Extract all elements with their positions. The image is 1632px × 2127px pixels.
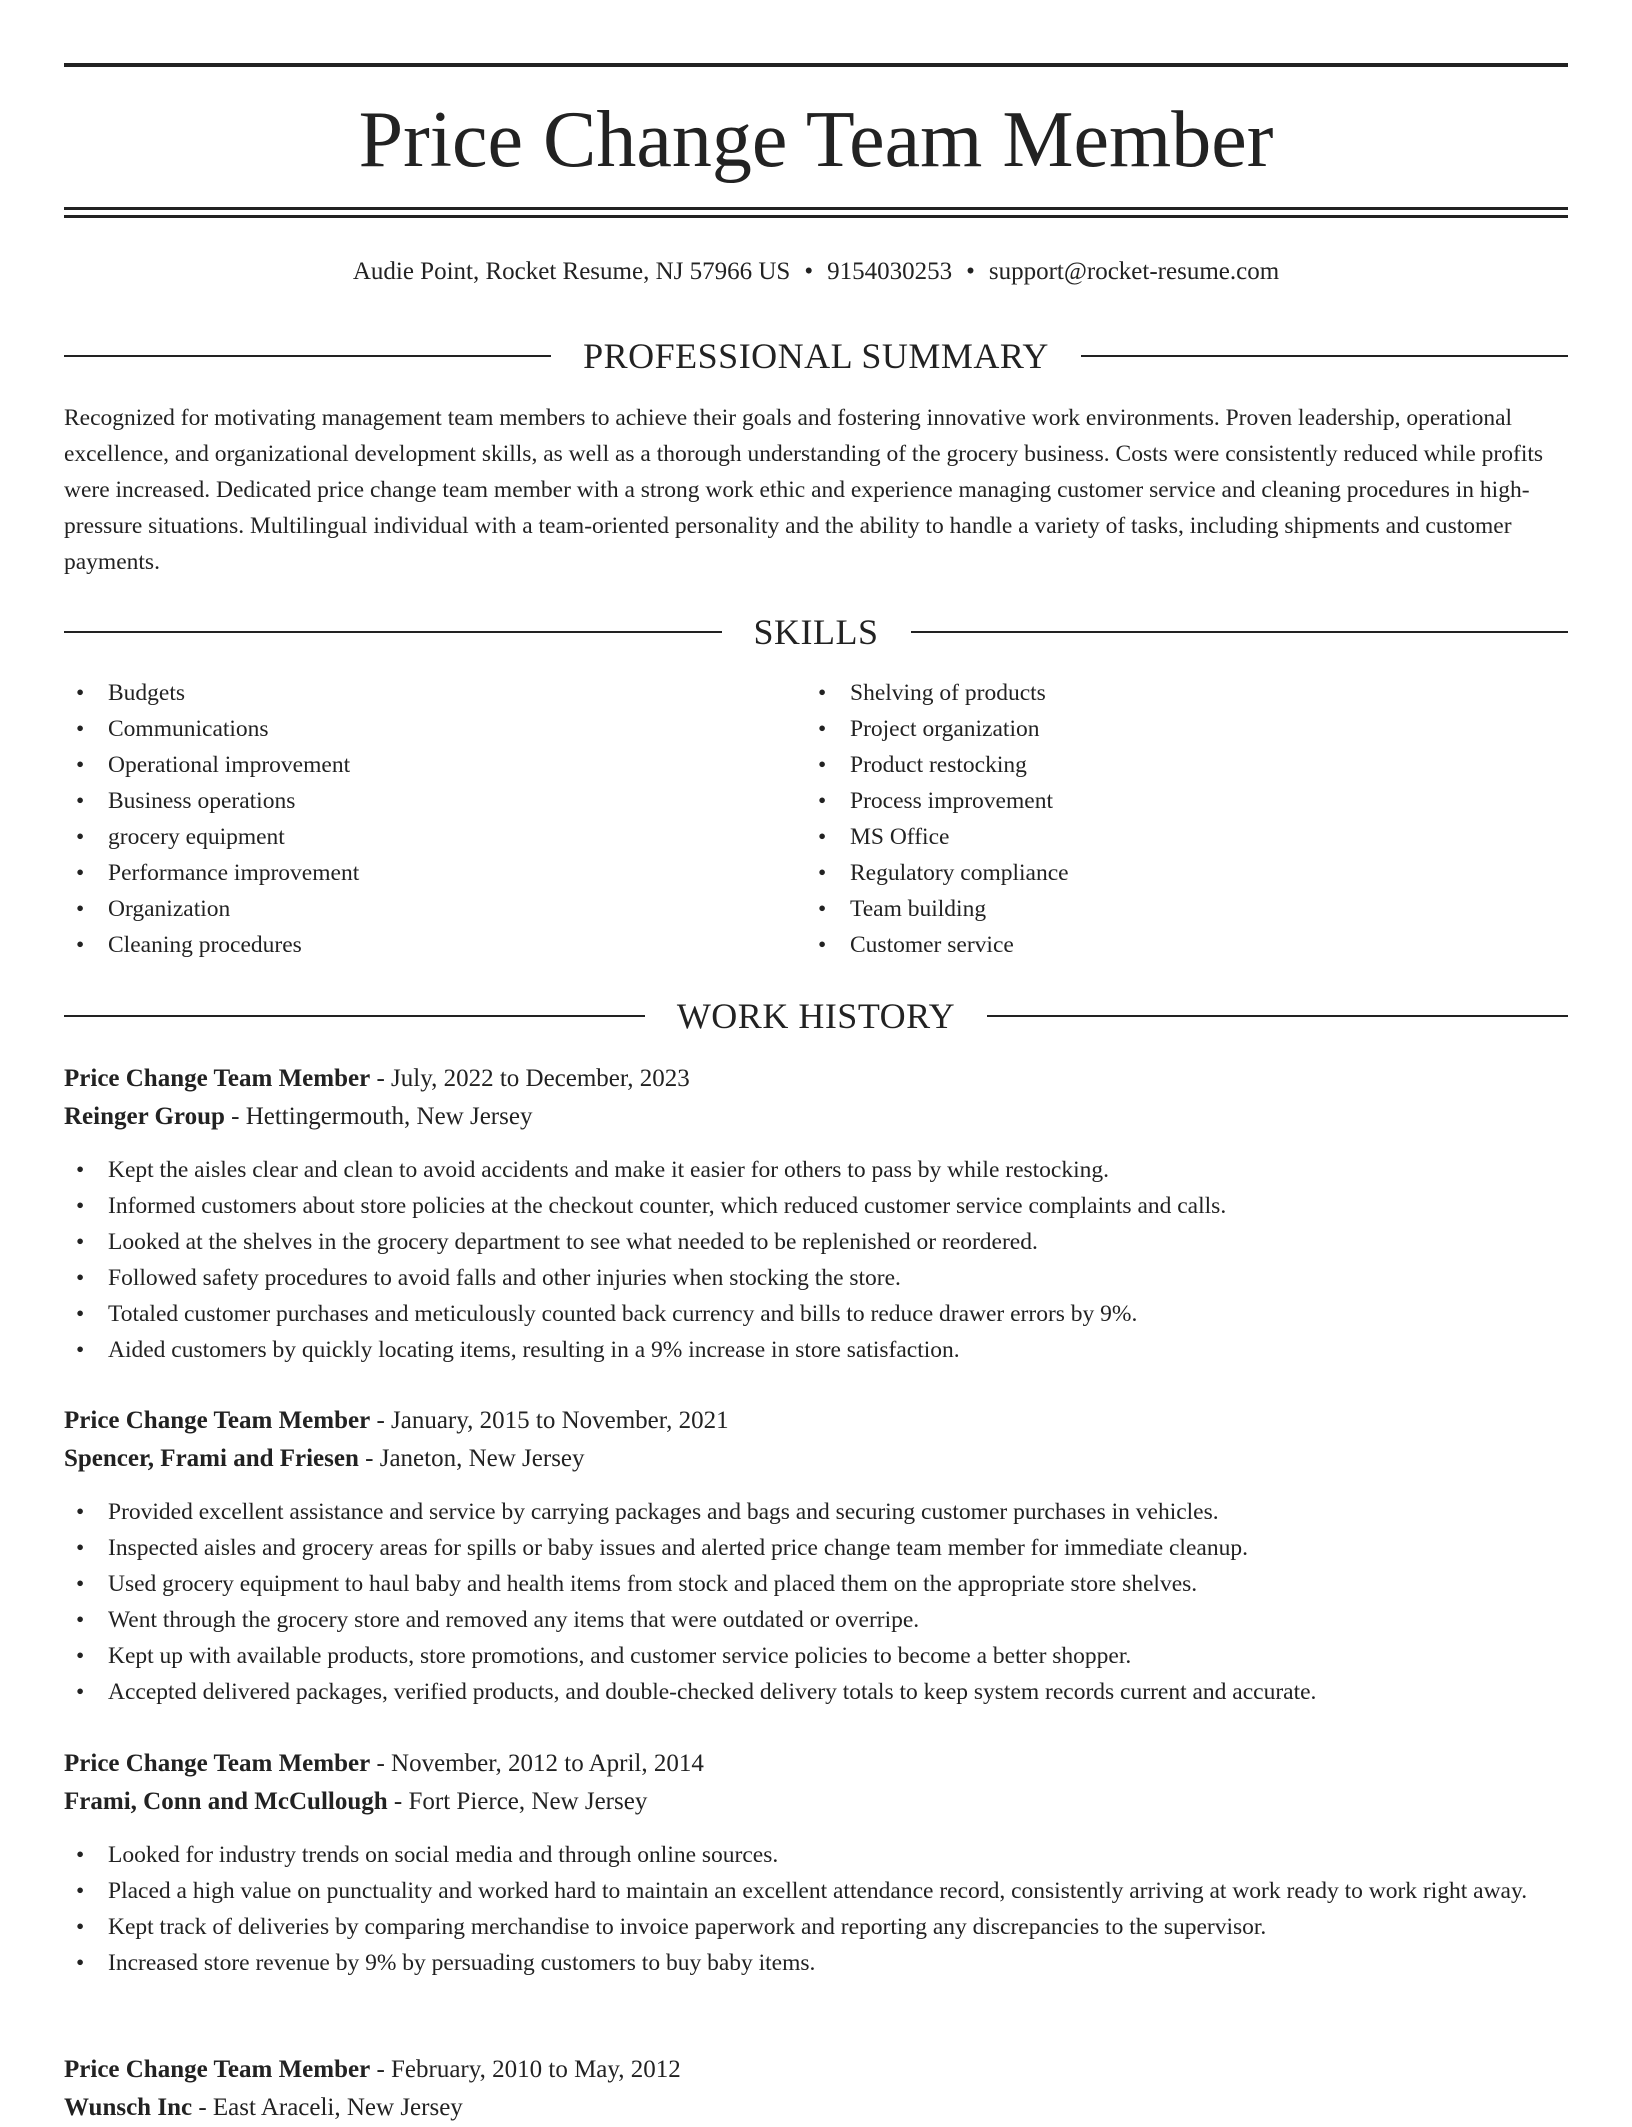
job-company: Spencer, Frami and Friesen (64, 1445, 359, 1472)
divider (1081, 355, 1568, 357)
job-dates: - February, 2010 to May, 2012 (370, 2056, 681, 2083)
job-company-line (64, 1783, 1568, 1821)
skill-item: • Communications (64, 711, 764, 747)
job-entry (64, 1745, 1568, 1981)
job-company: Frami, Conn and McCullough (64, 1788, 388, 1815)
job-bullet: • Accepted delivered packages, verified products, and double-checked delivery totals to keep system records current and accurate. (64, 1674, 1568, 1710)
job-dates: - July, 2022 to December, 2023 (370, 1065, 690, 1092)
contact-address: Audie Point, Rocket Resume, NJ 57966 US (352, 258, 791, 285)
skill-item: • Business operations (64, 783, 764, 819)
skill-item: • Process improvement (806, 783, 1506, 819)
skill-item: • Cleaning procedures (64, 927, 764, 963)
job-bullet: • Placed a high value on punctuality and worked hard to maintain an excellent attendance record, consistently arriving at work ready to work right away. (64, 1873, 1568, 1909)
contact-separator: • (804, 258, 814, 285)
job-dates: - January, 2015 to November, 2021 (370, 1407, 729, 1434)
skills-section-header (64, 610, 1568, 654)
job-bullets (64, 1152, 1568, 1368)
top-rule (64, 63, 1568, 67)
job-bullet: • Kept track of deliveries by comparing merchandise to invoice paperwork and reporting any discrepancies to the supervisor. (64, 1909, 1568, 1945)
job-bullet: • Looked at the shelves in the grocery department to see what needed to be replenished or reordered. (64, 1224, 1568, 1260)
divider (64, 355, 551, 357)
divider (987, 1015, 1568, 1017)
work-history-heading: WORK HISTORY (676, 996, 956, 1036)
job-title-line (64, 1402, 1568, 1440)
page-title: Price Change Team Member (358, 96, 1274, 184)
contact-separator: • (966, 258, 975, 285)
contact-email[interactable]: support@rocket-resume.com (988, 258, 1280, 285)
summary-section-header (64, 334, 1568, 378)
skills-list-right (806, 675, 1506, 963)
job-bullet: • Aided customers by quickly locating items, resulting in a 9% increase in store satisfaction. (64, 1332, 1568, 1368)
divider (64, 1015, 645, 1017)
skill-item: • Operational improvement (64, 747, 764, 783)
divider (911, 631, 1569, 633)
skill-item: • Regulatory compliance (806, 855, 1506, 891)
skill-item: • Team building (806, 891, 1506, 927)
job-company-line (64, 1098, 1568, 1136)
job-title-line (64, 1060, 1568, 1098)
job-title-line (64, 1745, 1568, 1783)
job-title: Price Change Team Member (64, 2056, 371, 2083)
job-company-line (64, 1440, 1568, 1478)
job-company: Reinger Group (64, 1103, 225, 1130)
work-history-section-header (64, 994, 1568, 1038)
job-title: Price Change Team Member (64, 1407, 371, 1434)
job-title-line (64, 2051, 1568, 2089)
job-location: - East Araceli, New Jersey (192, 2094, 463, 2121)
job-bullet: • Looked for industry trends on social media and through online sources. (64, 1837, 1568, 1873)
job-entry (64, 1402, 1568, 1710)
job-bullet: • Went through the grocery store and removed any items that were outdated or overripe. (64, 1602, 1568, 1638)
job-bullet: • Inspected aisles and grocery areas for spills or baby issues and alerted price change team member for immediate cleanup. (64, 1530, 1568, 1566)
job-bullet: • Increased store revenue by 9% by persuading customers to buy baby items. (64, 1945, 1568, 1981)
title-rule-upper (64, 207, 1568, 210)
job-location: - Hettingermouth, New Jersey (224, 1103, 533, 1130)
job-bullet: • Kept up with available products, store promotions, and customer service policies to become a better shopper. (64, 1638, 1568, 1674)
job-title: Price Change Team Member (64, 1065, 371, 1092)
job-location: - Janeton, New Jersey (358, 1445, 585, 1472)
job-bullet: • Kept the aisles clear and clean to avoid accidents and make it easier for others to pass by while restocking. (64, 1152, 1568, 1188)
job-title: Price Change Team Member (64, 1750, 371, 1777)
skill-item: • Product restocking (806, 747, 1506, 783)
summary-heading: PROFESSIONAL SUMMARY (583, 336, 1049, 376)
summary-text: Recognized for motivating management team members to achieve their goals and fostering innovative work environments. Proven leadership, operational excellence, and organizational development skills, as well as a thorough understanding of the grocery business. Costs were consistently reduced while profits were increased. Dedicated price change team member with a strong work ethic and experience managing customer service and cleaning procedures in high-pressure situations. Multilingual individual with a team-oriented personality and the ability to handle a variety of tasks, including shipments and customer payments. (64, 405, 1544, 575)
job-bullet: • Followed safety procedures to avoid falls and other injuries when stocking the store. (64, 1260, 1568, 1296)
skill-item: • Budgets (64, 675, 764, 711)
job-location: - Fort Pierce, New Jersey (387, 1788, 648, 1815)
job-company-line (64, 2089, 1568, 2127)
skill-item: • Shelving of products (806, 675, 1506, 711)
job-dates: - November, 2012 to April, 2014 (370, 1750, 704, 1777)
divider (64, 631, 722, 633)
skill-item: • Performance improvement (64, 855, 764, 891)
job-bullet: • Used grocery equipment to haul baby and health items from stock and placed them on the appropriate store shelves. (64, 1566, 1568, 1602)
job-entry (64, 1060, 1568, 1368)
job-entry (64, 2051, 1568, 2127)
skill-item: • Organization (64, 891, 764, 927)
job-company: Wunsch Inc (64, 2094, 193, 2121)
job-bullet: • Informed customers about store policies at the checkout counter, which reduced customer service complaints and calls. (64, 1188, 1568, 1224)
job-bullet: • Provided excellent assistance and service by carrying packages and bags and securing customer purchases in vehicles. (64, 1494, 1568, 1530)
job-bullets (64, 1837, 1568, 1981)
skill-item: • grocery equipment (64, 819, 764, 855)
skills-list-left (64, 675, 764, 963)
skill-item: • MS Office (806, 819, 1506, 855)
contact-line (64, 254, 1568, 290)
job-bullets (64, 1494, 1568, 1710)
skill-item: • Project organization (806, 711, 1506, 747)
skill-item: • Customer service (806, 927, 1506, 963)
title-rule-lower (64, 215, 1568, 218)
job-bullet: • Totaled customer purchases and meticulously counted back currency and bills to reduce drawer errors by 9%. (64, 1296, 1568, 1332)
skills-heading: SKILLS (753, 612, 879, 652)
contact-phone[interactable]: 9154030253 (827, 258, 953, 285)
